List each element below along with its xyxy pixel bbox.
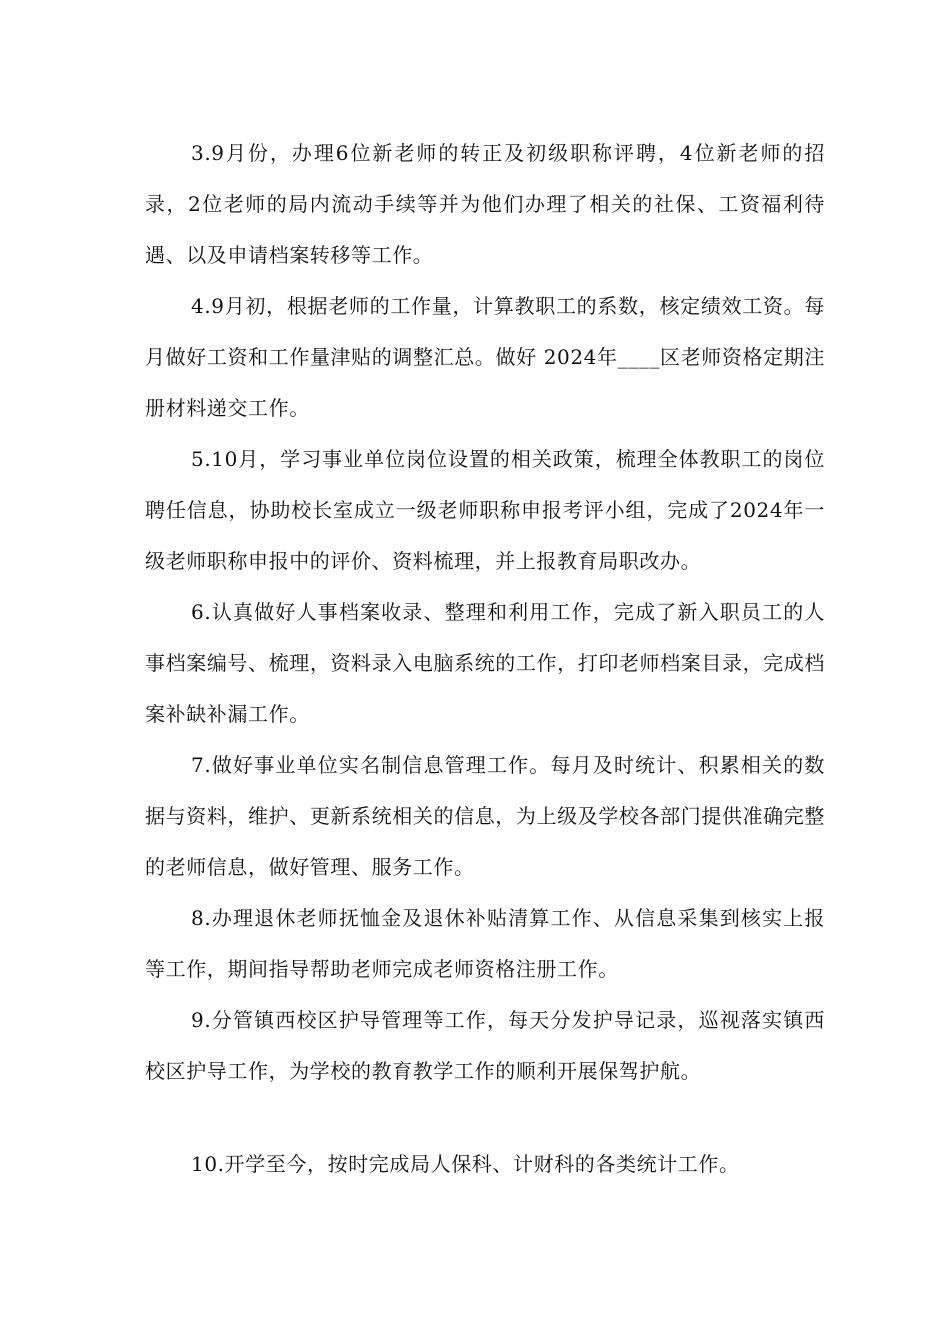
paragraph-spacer xyxy=(145,1097,825,1139)
document-body xyxy=(145,128,825,1190)
paragraph-item-7: 7.做好事业单位实名制信息管理工作。每月及时统计、积累相关的数据与资料，维护、更新系统相关的信息，为上级及学校各部门提供准确完整的老师信息，做好管理、服务工作。 xyxy=(145,753,825,879)
paragraph-item-10: 10.开学至今，按时完成局人保科、计财科的各类统计工作。 xyxy=(191,1152,740,1176)
paragraph-item-3: 3.9月份，办理6位新老师的转正及初级职称评聘，4位新老师的招录，2位老师的局内流动手续等并为他们办理了相关的社保、工资福利待遇、以及申请档案转移等工作。 xyxy=(145,141,825,267)
paragraph-item-9: 9.分管镇西校区护导管理等工作，每天分发护导记录，巡视落实镇西校区护导工作，为学校的教育教学工作的顺利开展保驾护航。 xyxy=(145,1008,825,1083)
paragraph-item-8: 8.办理退休老师抚恤金及退休补贴清算工作、从信息采集到核实上报等工作，期间指导帮助老师完成老师资格注册工作。 xyxy=(145,906,825,981)
paragraph-item-6: 6.认真做好人事档案收录、整理和利用工作，完成了新入职员工的人事档案编号、梳理，资料录入电脑系统的工作，打印老师档案目录，完成档案补缺补漏工作。 xyxy=(145,600,825,726)
paragraph-item-5: 5.10月，学习事业单位岗位设置的相关政策，梳理全体教职工的岗位聘任信息，协助校长室成立一级老师职称申报考评小组，完成了2024年一级老师职称申报中的评价、资料梳理，并上报教育局职改办。 xyxy=(145,447,825,573)
paragraph-item-4: 4.9月初，根据老师的工作量，计算教职工的系数，核定绩效工资。每月做好工资和工作量津贴的调整汇总。做好 2024年____区老师资格定期注册材料递交工作。 xyxy=(145,294,825,420)
